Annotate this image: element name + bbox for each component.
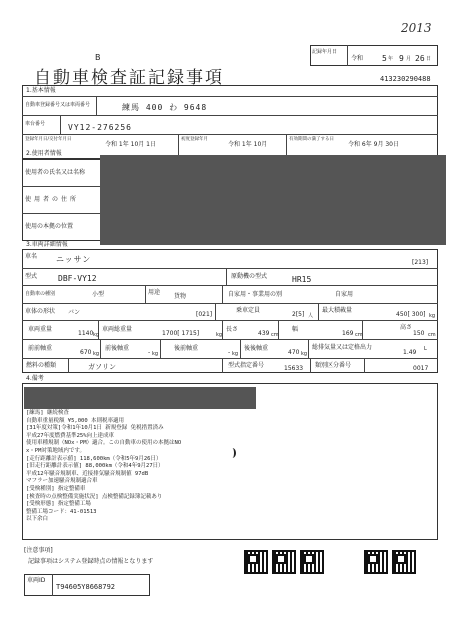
- height-value: 150: [413, 330, 425, 337]
- rr-axle-value: 470: [288, 349, 300, 356]
- qr-code-3: [300, 550, 324, 574]
- user-name-label: 使用者の氏名又は名称: [25, 169, 86, 176]
- kind-value: 小型: [92, 291, 105, 298]
- kind-label: 自動車の種別: [25, 291, 56, 297]
- remark-line: [31年度対策]令和1年10月1日 新規登録 免税措置済み: [26, 425, 164, 432]
- chassis-value: VY12-276256: [68, 123, 132, 132]
- first-reg-value: 令和 1年 10月: [228, 141, 268, 148]
- base-location-label: 使用の本拠の位置: [25, 223, 74, 230]
- ff-axle-label: 前前軸重: [28, 345, 53, 352]
- rf-axle-label: 後前軸重: [174, 345, 199, 352]
- gross-label: 車両総重量: [102, 326, 133, 333]
- remark-line: 以下余白: [26, 516, 49, 523]
- width-label: 幅: [292, 326, 299, 333]
- user-info-header: 2.使用者情報: [26, 150, 62, 157]
- remark-line: [走行距離計表示値] 118,600km（令和5年9月26日）: [26, 455, 162, 462]
- weight-label: 車両重量: [28, 326, 53, 333]
- capacity-label: 乗車定員: [236, 307, 261, 314]
- capacity-value: 2[5]: [292, 311, 305, 318]
- displacement-value: 1.49: [403, 349, 417, 356]
- shape-code: [021]: [196, 311, 213, 318]
- handwritten-year: 2013: [401, 21, 432, 35]
- fuel-label: 燃料の種類: [26, 362, 57, 369]
- reg-date-label: 登録年月日/交付年月日: [25, 137, 72, 142]
- first-reg-label: 初度登録年月: [181, 137, 208, 142]
- model-value: DBF-VY12: [58, 274, 97, 283]
- remark-line: [練馬] 継続検査: [26, 410, 69, 416]
- category-value: 0017: [413, 365, 429, 372]
- shape-label: 車体の形状: [25, 308, 56, 315]
- business-value: 自家用: [335, 291, 354, 298]
- type-number-label: 型式指定番号: [228, 362, 265, 369]
- expiry-value: 令和 6年 9月 30日: [348, 141, 399, 148]
- basic-info-header: 1.基本情報: [26, 87, 56, 94]
- max-load-value: 450[ 300]: [396, 311, 426, 318]
- notice-text: 記録事項はシステム登録時点の情報となります: [28, 558, 154, 565]
- fr-axle-value: -: [148, 349, 151, 356]
- remark-line: 自動車重量税額 ¥5,000 本則税率適用: [26, 417, 124, 424]
- width-value: 169: [342, 330, 354, 337]
- qr-code-4: [364, 550, 388, 574]
- remark-line: マフラー加速騒音規制適合車: [26, 478, 98, 485]
- make-label: 車名: [25, 253, 38, 260]
- shape-value: バン: [68, 309, 81, 316]
- redaction-block: [100, 155, 446, 245]
- height-label: 高さ: [400, 324, 413, 331]
- remark-line: [受検種別] 指定整備車: [26, 485, 86, 492]
- weight-value: 1140: [78, 330, 94, 337]
- max-load-label: 最大積載量: [322, 307, 353, 314]
- fuel-value: ガソリン: [88, 363, 116, 371]
- remark-line: x・PM対策地域内です。: [26, 447, 85, 454]
- record-date-month: 9: [399, 54, 404, 63]
- document-number: 413230290488: [380, 75, 431, 83]
- engine-value: HR15: [292, 275, 312, 284]
- form-mark: B: [95, 53, 101, 62]
- record-date-era: 令和: [351, 55, 364, 62]
- remarks-redaction: [24, 387, 256, 409]
- remark-line: 平成27年度燃費基準25%向上達成車: [26, 432, 115, 439]
- rr-axle-label: 後後軸重: [244, 345, 269, 352]
- gross-value: 1700[ 1715]: [162, 330, 200, 337]
- remark-line: [検査時の点検整備実施状況] 点検整備記録簿記載あり: [26, 493, 163, 500]
- remark-line: 整備工場コード：41-01513: [26, 508, 97, 515]
- plate-label: 自動車登録番号又は車両番号: [25, 102, 91, 108]
- expiry-label: 有効期間の満了する日: [289, 137, 334, 142]
- qr-code-2: [272, 550, 296, 574]
- category-label: 類別区分番号: [315, 362, 352, 369]
- remark-line: [旧走行距離計表示値] 88,000km（令和4年9月27日）: [26, 463, 164, 470]
- use-label: 用途: [148, 289, 161, 296]
- record-date-label: 記録年月日: [312, 49, 338, 55]
- plate-value: 練馬 400 わ 9648: [122, 103, 208, 112]
- document-title: 自動車検査証記録事項: [34, 68, 224, 88]
- reg-date-value: 令和 1年 10月 1日: [105, 141, 156, 148]
- engine-label: 原動機の型式: [231, 273, 268, 280]
- record-date-year: 5: [382, 54, 387, 63]
- model-label: 型式: [25, 273, 38, 280]
- vehicle-id-value: T94605Y8668792: [56, 583, 116, 591]
- vehicle-id-label: 車両ID: [27, 577, 46, 584]
- chassis-label: 車台番号: [25, 121, 46, 127]
- user-address-label: 使用者の住所: [25, 196, 80, 203]
- rf-axle-value: -: [228, 349, 231, 356]
- ink-mark: [229, 448, 236, 458]
- length-label: 長さ: [226, 326, 239, 333]
- ff-axle-value: 670: [80, 349, 92, 356]
- type-number-value: 15633: [284, 365, 304, 372]
- notice-header: [注意事項]: [24, 547, 53, 554]
- remarks-header: 4.備考: [26, 375, 44, 382]
- remark-line: 使用車種規制（NOx・PM）適合。この自動車の使用の本拠はNO: [26, 440, 182, 447]
- length-value: 439: [258, 330, 270, 337]
- make-code: [213]: [412, 259, 429, 266]
- make-value: ニッサン: [56, 255, 92, 264]
- qr-code-5: [392, 550, 416, 574]
- displacement-label: 総排気量又は定格出力: [312, 344, 373, 351]
- remark-line: [受検形態] 指定整備工場: [26, 501, 91, 508]
- remarks-lines: [26, 410, 181, 524]
- use-value: 貨物: [174, 293, 187, 300]
- record-date-day: 26: [415, 54, 425, 63]
- fr-axle-label: 前後軸重: [105, 345, 130, 352]
- qr-code-1: [244, 550, 268, 574]
- vehicle-detail-header: 3.車両詳細情報: [26, 241, 68, 248]
- business-label: 自家用・事業用の別: [228, 291, 283, 298]
- remark-line: 平成12年騒音規制車、近接排気騒音規制値 97dB: [26, 470, 149, 477]
